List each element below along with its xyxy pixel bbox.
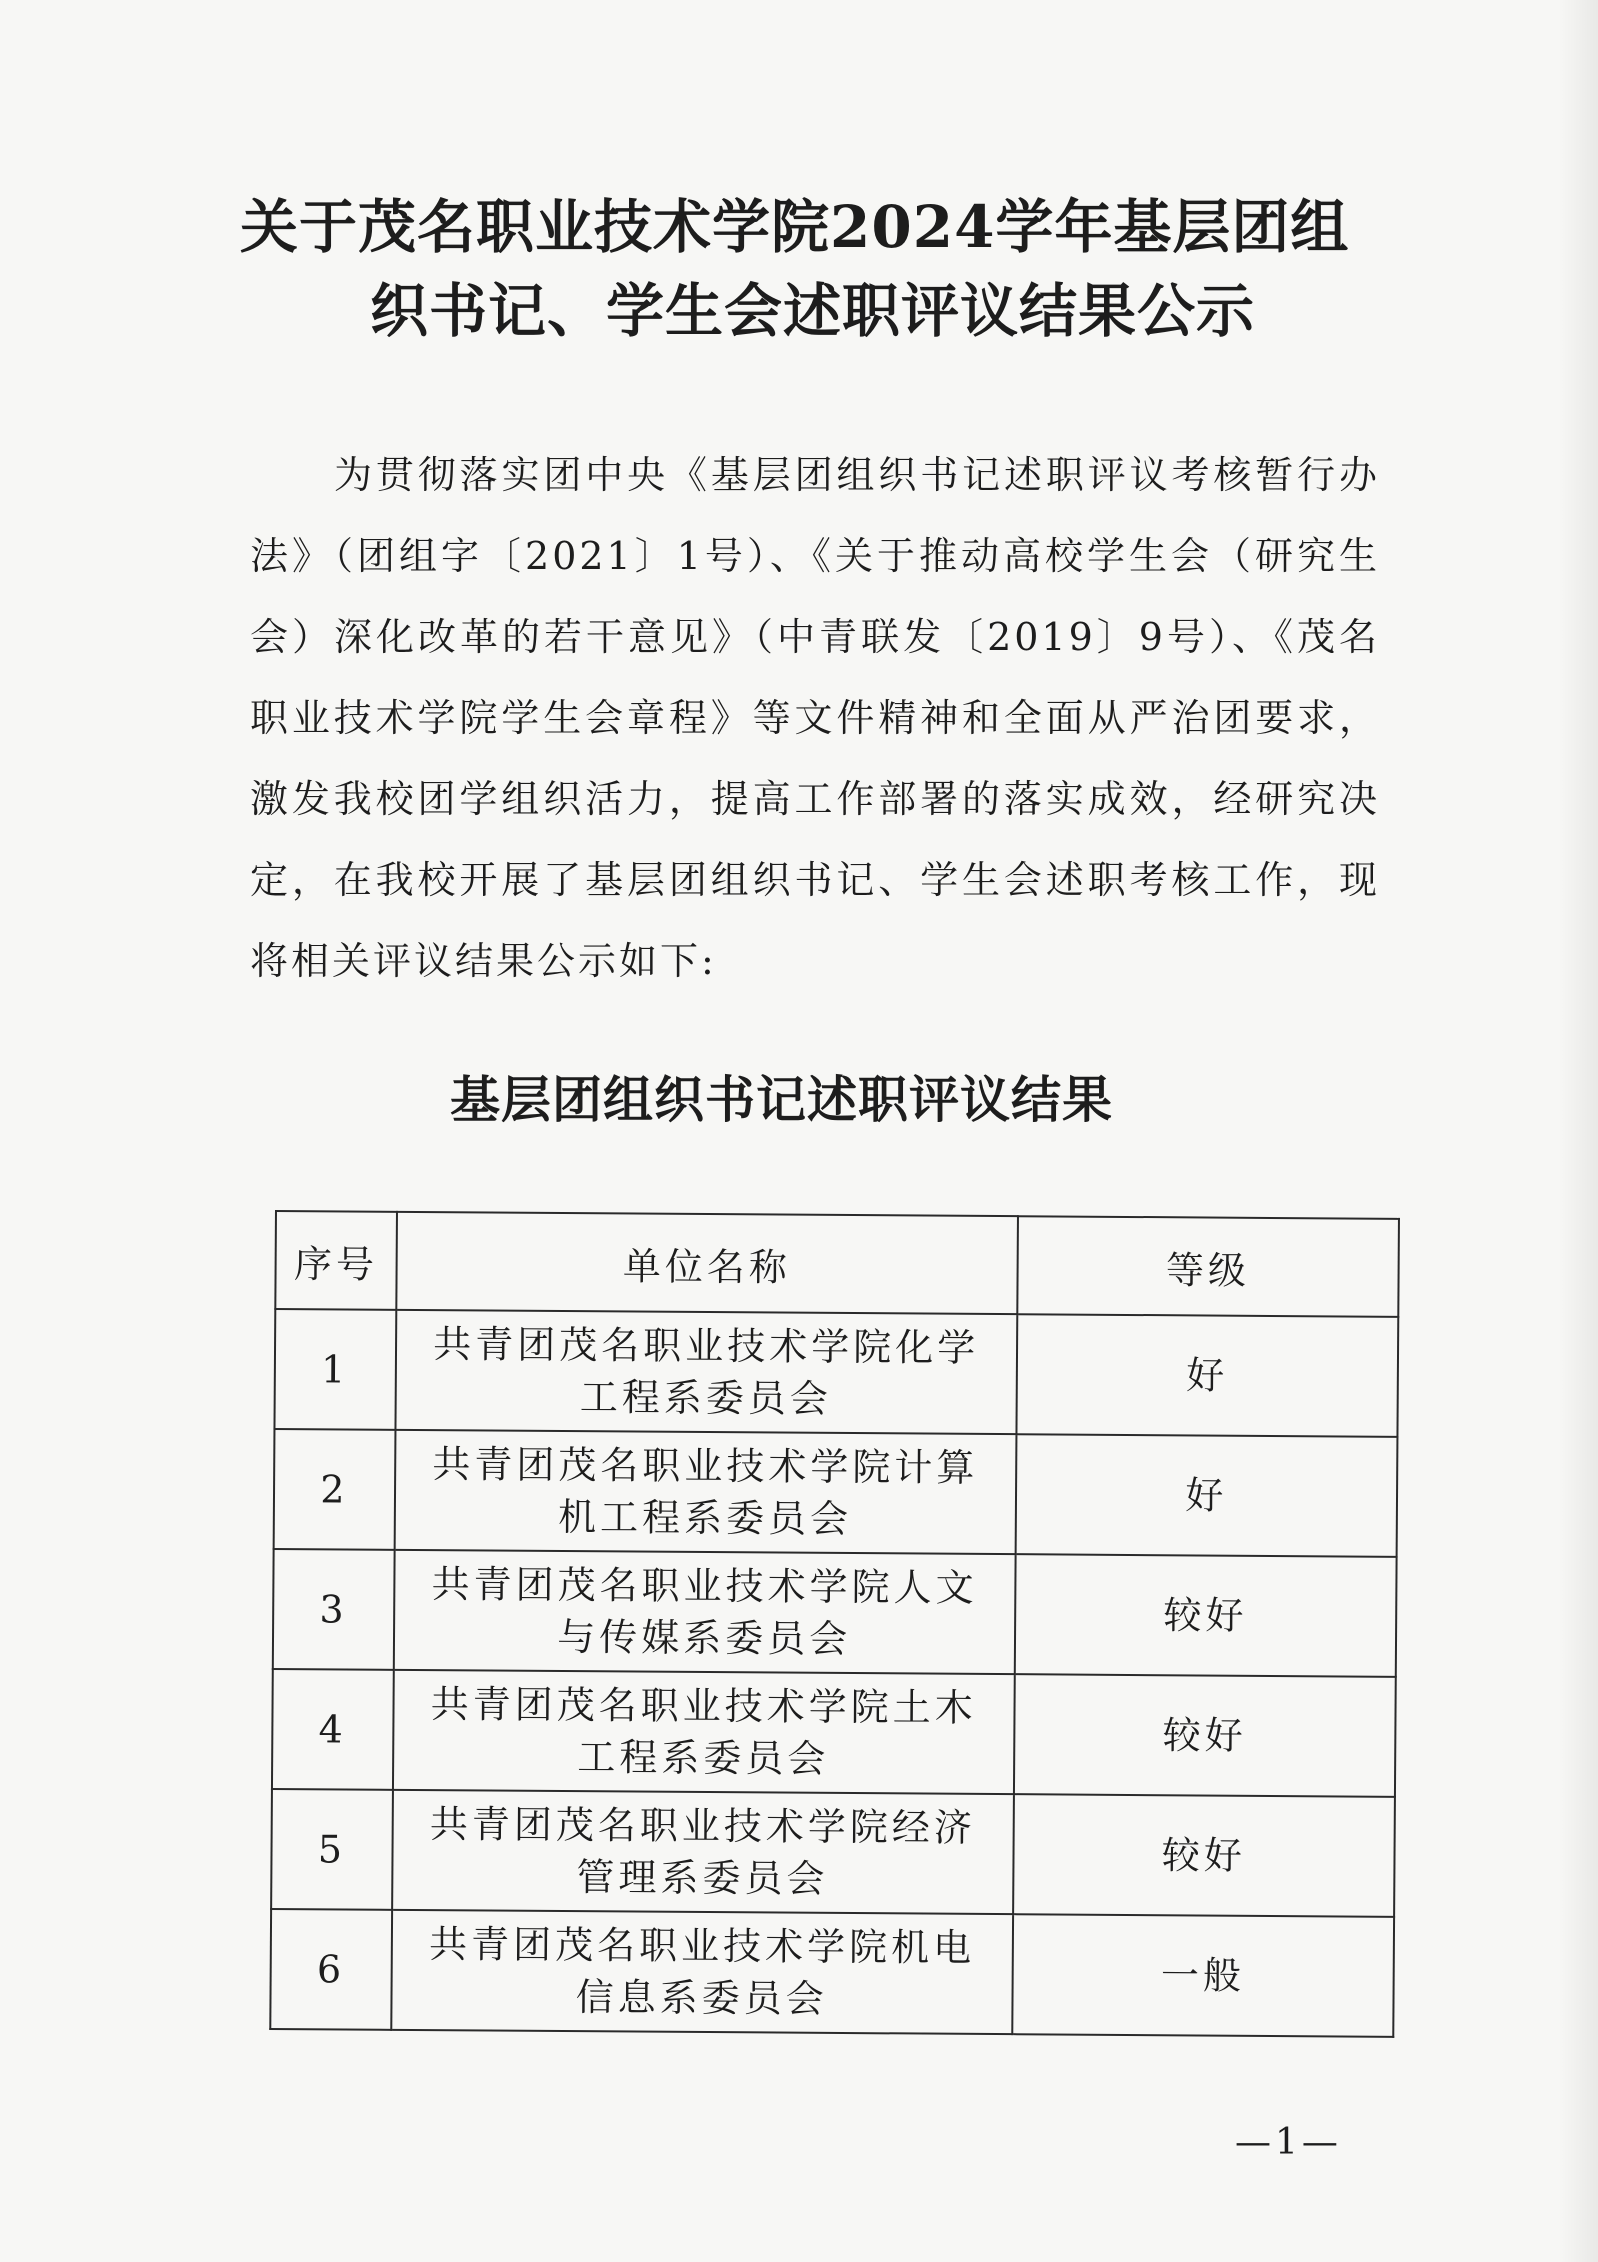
row-grade: 较好	[1014, 1674, 1396, 1797]
table-row	[271, 1789, 1395, 1917]
row-unit	[395, 1310, 1017, 1434]
row-unit	[392, 1790, 1014, 1914]
row-unit-text: 共青团茂名职业技术学院人文与传媒系委员会	[431, 1562, 978, 1662]
header-unit: 单位名称	[396, 1212, 1018, 1314]
row-grade: 一般	[1012, 1914, 1394, 2037]
row-unit	[393, 1670, 1015, 1794]
row-unit	[394, 1430, 1016, 1554]
row-grade: 好	[1015, 1434, 1397, 1557]
row-number: 5	[271, 1789, 393, 1910]
title-line-1: 关于茂名职业技术学院2024学年基层团组	[240, 193, 1350, 261]
row-number: 2	[274, 1429, 396, 1550]
title-line-2: 织书记、学生会述职评议结果公示	[370, 277, 1256, 345]
page-edge-shadow	[1558, 0, 1598, 2262]
table-row	[272, 1669, 1396, 1797]
table-row	[274, 1429, 1398, 1557]
row-unit-text: 共青团茂名职业技术学院机电信息系委员会	[428, 1922, 976, 2021]
table-header-row	[275, 1211, 1399, 1317]
row-unit-text: 共青团茂名职业技术学院土木工程系委员会	[430, 1682, 977, 1781]
intro-paragraph: 为贯彻落实团中央《基层团组织书记述职评议考核暂行办法》（团组字〔2021〕1号）、《关于推动高校学生会（研究生会）深化改革的若干意见》（中青联发〔2019〕9号）、《茂名职业技术学院学生会章程》等文件精神和全面从严治团要求，激发我校团学组织活力，提高工作部署的落实成效，经研究决定，在我校开展了基层团组织书记、学生会述职考核工作，现将相关评议结果公示如下:	[250, 453, 1380, 983]
section-title: 基层团组织书记述职评议结果	[450, 1070, 1113, 1129]
row-unit-text: 共青团茂名职业技术学院计算机工程系委员会	[432, 1442, 979, 1542]
row-grade: 较好	[1013, 1794, 1395, 1917]
row-number: 3	[273, 1549, 395, 1670]
table-row	[274, 1309, 1398, 1437]
row-number: 6	[270, 1909, 392, 2030]
header-grade: 等级	[1017, 1216, 1399, 1317]
header-number: 序号	[275, 1211, 396, 1310]
row-grade: 好	[1016, 1314, 1398, 1437]
table-row	[273, 1549, 1397, 1677]
table-row	[270, 1909, 1394, 2037]
row-number: 4	[272, 1669, 394, 1790]
row-number: 1	[274, 1309, 396, 1430]
page-number: —1—	[1235, 2122, 1342, 2163]
row-unit-text: 共青团茂名职业技术学院化学工程系委员会	[433, 1322, 980, 1421]
row-unit-text: 共青团茂名职业技术学院经济管理系委员会	[429, 1802, 977, 1901]
row-unit	[391, 1910, 1013, 2034]
document-title	[240, 185, 1390, 353]
results-table	[269, 1210, 1400, 2038]
row-grade: 较好	[1014, 1554, 1396, 1677]
row-unit	[393, 1550, 1015, 1674]
